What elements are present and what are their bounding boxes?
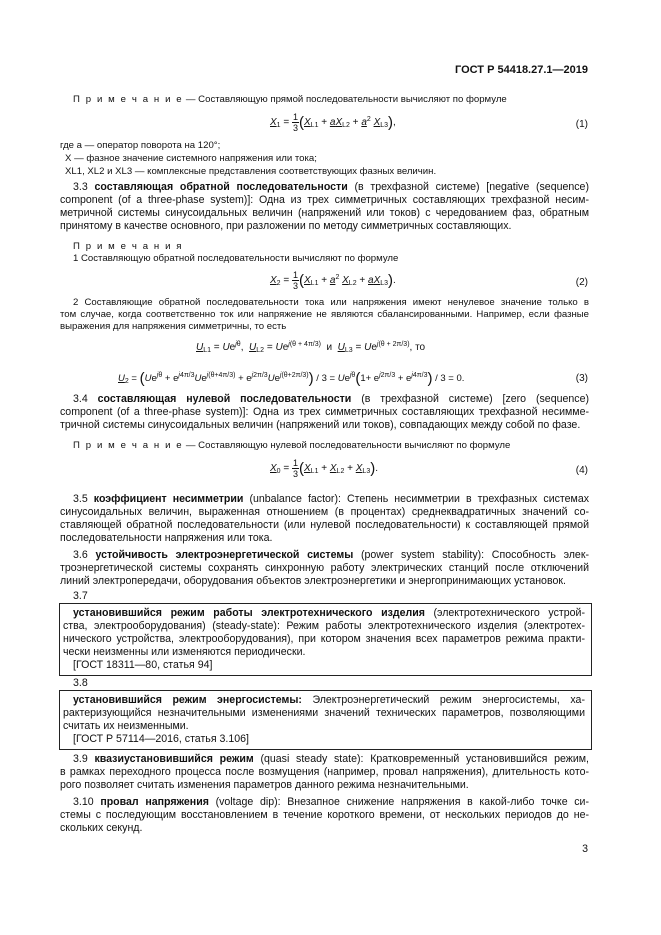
formula-3: $U_2 = (Ue^{j\theta} + e^{j4\pi/3}Ue^{j(\theta+4\pi/3)} + e^{j2\pi/3}Ue^{j(\theta+2\pi/3)}) / 3 = Ue^{j\theta}(1+ e^{j2\pi/3} + e^{j4\pi/3}) / 3 = 0$. — [118, 370, 465, 387]
note-1 — [73, 94, 507, 106]
section-3-8-line-3: считать их неизменными. — [63, 720, 189, 732]
section-3-6-line-2: троэнергетической системы сохранять синхронную работу электрических станций после отключений — [60, 562, 589, 574]
section-3-5-line-4: последовательности напряжения или тока. — [60, 532, 273, 544]
section-3-3-line-1: 3.3 составляющая обратной последовательности (в трехфазной системе) [negative (sequence) — [73, 181, 589, 193]
section-3-5-line-2: синусоидальных величин, выраженная отношением (в процентах) среднеквадратичных значений со- — [60, 506, 589, 518]
term-3-7: установившийся режим работы электротехнического изделия — [73, 607, 425, 619]
note-2-1: 1 Составляющую обратной последовательности вычисляют по формуле — [73, 253, 399, 264]
formula-1: $X_1$ = $\frac{1}{3}$ ($X_{L1} + aX_{L2} + a^2$ $X_{L3}$), — [270, 112, 396, 133]
formula-2: $X_2$ = $\frac{1}{3}$ ($X_{L1} + a^2$ $X_{L2} + aX_{L3}$). — [270, 270, 396, 291]
term-3-3: составляющая обратной последовательности — [94, 181, 348, 193]
equation-number-1: (1) — [575, 119, 588, 130]
term-3-6: устойчивость электроэнергетической системы — [95, 549, 354, 561]
where-line-3: XL1, XL2 и XL3 — комплексные представления соответствующих фазных величин. — [65, 166, 437, 177]
section-3-7-line-1: установившийся режим работы электротехнического изделия (электротехнического устрой- — [73, 607, 585, 619]
term-3-10: провал напряжения — [100, 796, 209, 808]
section-3-8-line-2: рактеризующийся незначительными изменениями значений технических параметров, позволяющими — [63, 707, 585, 719]
formula-4: $X_0$ = $\frac{1}{3}$ $(X_{L1} + X_{L2} + X_{L3})$. — [270, 458, 378, 479]
note-2-2-line-3: выражения для напряжения симметричны, то есть — [60, 321, 287, 332]
term-3-9: квазиустановившийся режим — [94, 753, 254, 765]
section-3-8-line-1: установившийся режим энергосистемы: Электроэнергетический режим энергосистемы, ха- — [73, 694, 585, 706]
equation-number-2: (2) — [575, 277, 588, 288]
page-number: 3 — [582, 843, 588, 855]
section-3-10-line-1: 3.10 провал напряжения (voltage dip): Внезапное снижение напряжения в какой-либо точке си- — [73, 796, 589, 808]
section-3-3-line-2: component (of a three-phase system)]: Одна из трех симметричных составляющих трехфазной несим- — [60, 194, 589, 206]
term-3-8: установившийся режим энергосистемы: — [73, 694, 302, 706]
section-3-3-line-4: принятому в качестве основного, при разложении по методу симметричных составляющих. — [60, 220, 512, 232]
note-3: П р и м е ч а н и е — Составляющую нулевой последовательности вычисляют по формуле — [73, 440, 511, 451]
notes-label: П р и м е ч а н и я — [73, 241, 184, 252]
equation-number-3: (3) — [575, 373, 588, 384]
note-2-2-line-2: том случае, когда соответственно ток или напряжение не являются сбалансированными. Например, если фазные — [60, 309, 589, 320]
section-3-7-reference: [ГОСТ 18311—80, статья 94] — [73, 659, 213, 671]
section-3-6-line-3: линий электропередачи, оборудования объектов электроэнергетики и энергопринимающих установок. — [60, 575, 566, 587]
section-3-4-line-2: component (of a three-phase system)]: Одна из трех симметричных составляющих трехфазной несимме- — [60, 406, 589, 418]
note-2-2-line-1: 2 Составляющие обратной последовательности тока или напряжения имеют ненулевое значение только в — [73, 297, 589, 308]
term-3-5: коэффициент несимметрии — [93, 493, 244, 505]
section-3-5-line-3: ставляющей обратной последовательности (или нулевой последовательности) к составляющей прямой — [60, 519, 589, 531]
section-3-9-line-3: рого позволяет считать изменения параметров данного режима незначительными. — [60, 779, 469, 791]
section-3-4-line-3: тричной системы синусоидальных величин (напряжений или токов), совпадающих между собой по фазе. — [60, 419, 581, 431]
section-3-8-reference: [ГОСТ Р 57114—2016, статья 3.106] — [73, 733, 249, 745]
section-3-7-line-3: нического устройства, электрооборудования), при котором значения всех параметров режима практи- — [63, 633, 585, 645]
section-3-10-line-3: скольких секунд. — [60, 822, 143, 834]
section-3-7-number: 3.7 — [73, 590, 88, 602]
section-3-3-line-3: метричной системы синусоидальных величин (напряжений или токов) с чередованием фаз, обратным — [60, 207, 589, 219]
formula-phase-voltages: $U_{L1} = Ue^{j\theta}$, $U_{L2} = Ue^{j(\theta + 4\pi/3)}$ и $U_{L3} = Ue^{j(\theta + 2\pi/3)}$, то — [196, 341, 426, 354]
note-label: П р и м е ч а н и е — [73, 94, 184, 105]
section-3-10-line-2: стемы с последующим восстановлением в течение короткого времени, от нескольких периодов до не- — [60, 809, 589, 821]
where-line-2: X — фазное значение системного напряжения или тока; — [65, 153, 317, 164]
equation-number-4: (4) — [575, 465, 588, 476]
section-3-4-line-1: 3.4 составляющая нулевой последовательности (в трехфазной системе) [zero (sequence) — [73, 393, 589, 405]
section-3-7-line-2: ства, электрооборудования) (steady-state): Режим работы электротехнического изделия (электротех- — [63, 620, 585, 632]
section-3-5-line-1: 3.5 коэффициент несимметрии (unbalance factor): Степень несимметрии в трехфазных системах — [73, 493, 590, 505]
section-3-8-number: 3.8 — [73, 677, 88, 689]
where-line-1: где a — оператор поворота на 120°; — [60, 140, 221, 151]
section-3-9-line-1: 3.9 квазиустановившийся режим (quasi steady state): Кратковременный установившийся режим, — [73, 753, 589, 765]
section-3-6-line-1: 3.6 устойчивость электроэнергетической системы (power system stability): Способность элек- — [73, 549, 589, 561]
term-3-4: составляющая нулевой последовательности — [97, 393, 352, 405]
note-text: — Составляющую прямой последовательности вычисляют по формуле — [183, 94, 507, 105]
section-3-7-line-4: чески неизменны или изменяются периодически. — [63, 646, 306, 658]
document-id: ГОСТ Р 54418.27.1—2019 — [454, 64, 588, 76]
section-3-9-line-2: в рамках переходного процесса после возмущения (например, провал напряжения), длительность кото- — [60, 766, 589, 778]
